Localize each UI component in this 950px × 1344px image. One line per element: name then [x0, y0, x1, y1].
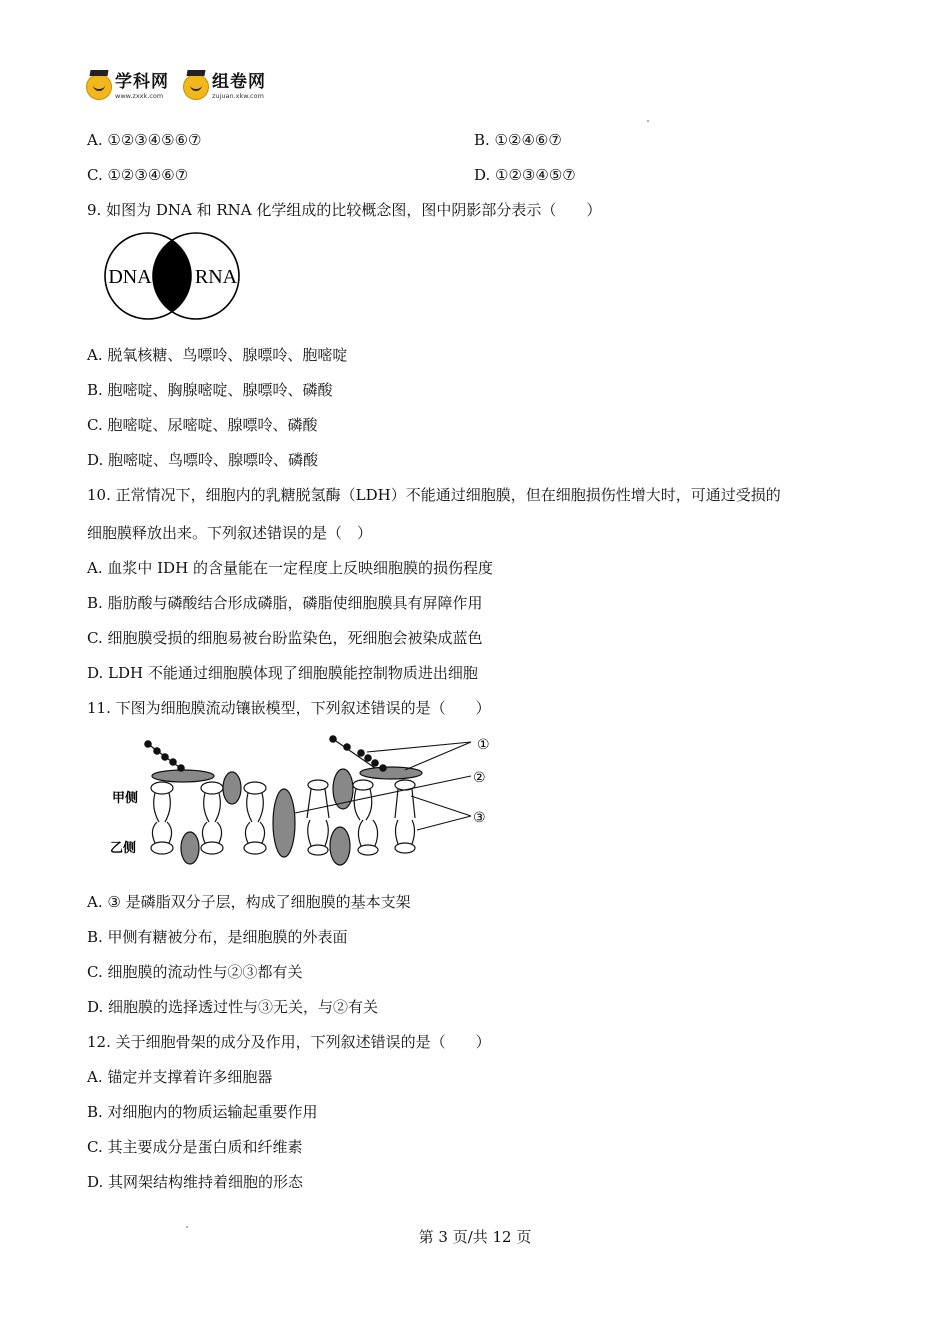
q12-stem: 12. 关于细胞骨架的成分及作用，下列叙述错误的是（ ）: [87, 1033, 491, 1051]
marker-1: ①: [477, 737, 490, 753]
q9-option-d: D. 胞嘧啶、鸟嘌呤、腺嘌呤、磷酸: [87, 451, 319, 469]
q10-option-a: A. 血浆中 IDH 的含量能在一定程度上反映细胞膜的损伤程度: [87, 559, 493, 577]
side-bottom-label: 乙侧: [110, 841, 137, 856]
inner-protein: [181, 832, 199, 864]
q12-option-d: D. 其网架结构维持着细胞的形态: [87, 1173, 304, 1191]
rna-label: RNA: [194, 266, 238, 288]
q11-option-a: A. ③ 是磷脂双分子层，构成了细胞膜的基本支架: [87, 893, 411, 911]
q8-option-a: A. ①②③④⑤⑥⑦: [87, 131, 202, 149]
logo-name: 组卷网: [212, 72, 266, 93]
q11-option-c: C. 细胞膜的流动性与②③都有关: [87, 963, 303, 981]
q11-stem: 11. 下图为细胞膜流动镶嵌模型，下列叙述错误的是（ ）: [87, 699, 491, 717]
q8-option-c: C. ①②③④⑥⑦: [87, 166, 189, 184]
q9-option-a: A. 脱氧核糖、鸟嘌呤、腺嘌呤、胞嘧啶: [87, 346, 348, 364]
q10-stem-line1: 10. 正常情况下，细胞内的乳糖脱氢酶（LDH）不能通过细胞膜，但在细胞损伤性增大时，可通过受损的: [87, 486, 781, 504]
page-footer: 第 3 页/共 12 页: [418, 1228, 532, 1246]
q9-stem: 9. 如图为 DNA 和 RNA 化学组成的比较概念图，图中阴影部分表示（ ）: [87, 201, 602, 219]
mascot-icon: [86, 74, 112, 100]
membrane-diagram: [105, 730, 505, 870]
marker-3: ③: [473, 810, 486, 826]
mascot-icon: [183, 74, 209, 100]
q12-option-b: B. 对细胞内的物质运输起重要作用: [87, 1103, 318, 1121]
transmembrane-protein: [273, 789, 295, 857]
q9-option-c: C. 胞嘧啶、尿嘧啶、腺嘌呤、磷酸: [87, 416, 318, 434]
venn-diagram: [100, 230, 250, 322]
q10-stem-line2: 细胞膜释放出来。下列叙述错误的是（ ）: [87, 524, 373, 542]
q10-option-c: C. 细胞膜受损的细胞易被台盼监染色，死细胞会被染成蓝色: [87, 629, 483, 647]
logo-zujuan: [183, 74, 266, 100]
q8-option-b: B. ①②④⑥⑦: [474, 131, 562, 149]
logo-url: zujuan.xkw.com: [212, 92, 264, 101]
glycoprotein-plate-left: [152, 770, 214, 782]
logo-name: 学科网: [115, 72, 169, 93]
q10-option-b: B. 脂肪酸与磷酸结合形成磷脂，磷脂使细胞膜具有屏障作用: [87, 594, 483, 612]
logo-url: www.zxxk.com: [115, 92, 164, 101]
dna-label: DNA: [108, 266, 152, 288]
q12-option-a: A. 锚定并支撑着许多细胞器: [87, 1068, 273, 1086]
q10-option-d: D. LDH 不能通过细胞膜体现了细胞膜能控制物质进出细胞: [87, 664, 478, 682]
peripheral-protein: [223, 772, 241, 804]
q12-option-c: C. 其主要成分是蛋白质和纤维素: [87, 1138, 303, 1156]
scan-dot: [647, 120, 649, 122]
header-logos: [86, 72, 280, 102]
proteins: [152, 767, 422, 865]
embedded-protein: [330, 827, 350, 865]
sugar-chains: [145, 736, 386, 771]
glycoprotein-plate-right: [360, 767, 422, 779]
q9-option-b: B. 胞嘧啶、胸腺嘧啶、腺嘌呤、磷酸: [87, 381, 333, 399]
q8-option-d: D. ①②③④⑤⑦: [474, 166, 576, 184]
q11-option-d: D. 细胞膜的选择透过性与③无关，与②有关: [87, 998, 379, 1016]
q11-option-b: B. 甲侧有糖被分布，是细胞膜的外表面: [87, 928, 348, 946]
side-top-label: 甲侧: [112, 791, 139, 806]
marker-2: ②: [473, 770, 486, 786]
logo-zxxk: [86, 74, 169, 100]
